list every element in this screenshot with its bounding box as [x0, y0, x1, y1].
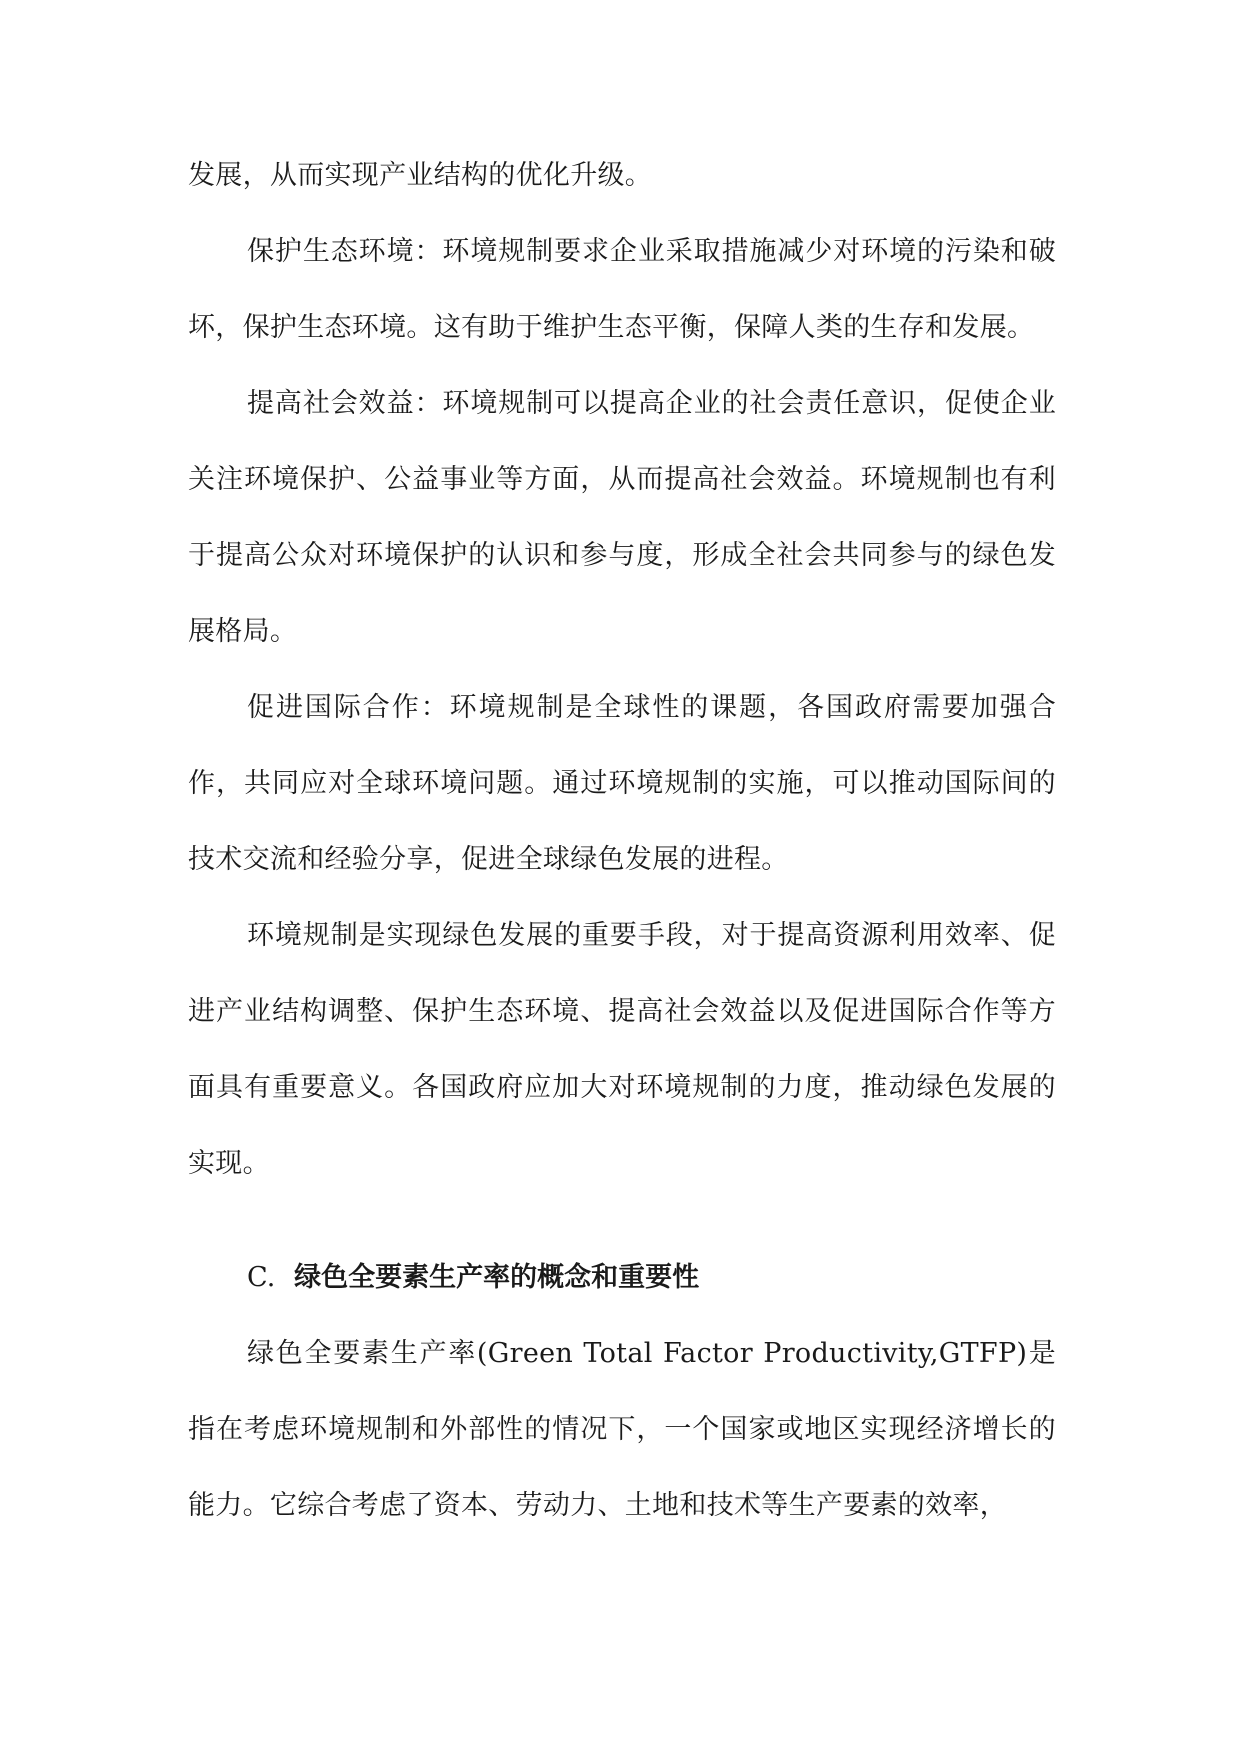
paragraph-summary: 环境规制是实现绿色发展的重要手段，对于提高资源利用效率、促进产业结构调整、保护生态环境、提高社会效益以及促进国际合作等方面具有重要意义。各国政府应加大对环境规制的力度，推动绿色发展的实现。: [188, 920, 1056, 1179]
paragraph-social-benefit: 提高社会效益：环境规制可以提高企业的社会责任意识，促使企业关注环境保护、公益事业等方面，从而提高社会效益。环境规制也有利于提高公众对环境保护的认识和参与度，形成全社会共同参与的绿色发展格局。: [188, 388, 1056, 647]
section-heading: [188, 1240, 1056, 1316]
document-page: [188, 138, 1056, 1544]
paragraph-continuation: 发展，从而实现产业结构的优化升级。: [188, 160, 653, 191]
paragraph-gtfp-definition: 绿色全要素生产率(Green Total Factor Productivity,GTFP)是指在考虑环境规制和外部性的情况下，一个国家或地区实现经济增长的能力。它综合考虑了资本、劳动力、土地和技术等生产要素的效率，: [188, 1338, 1056, 1521]
section-title: 绿色全要素生产率的概念和重要性: [294, 1262, 700, 1293]
section-letter: C.: [247, 1262, 276, 1293]
paragraph-protect-ecology: 保护生态环境：环境规制要求企业采取措施减少对环境的污染和破坏，保护生态环境。这有助于维护生态平衡，保障人类的生存和发展。: [188, 236, 1056, 343]
paragraph-international-cooperation: 促进国际合作：环境规制是全球性的课题，各国政府需要加强合作，共同应对全球环境问题。通过环境规制的实施，可以推动国际间的技术交流和经验分享，促进全球绿色发展的进程。: [188, 692, 1056, 875]
